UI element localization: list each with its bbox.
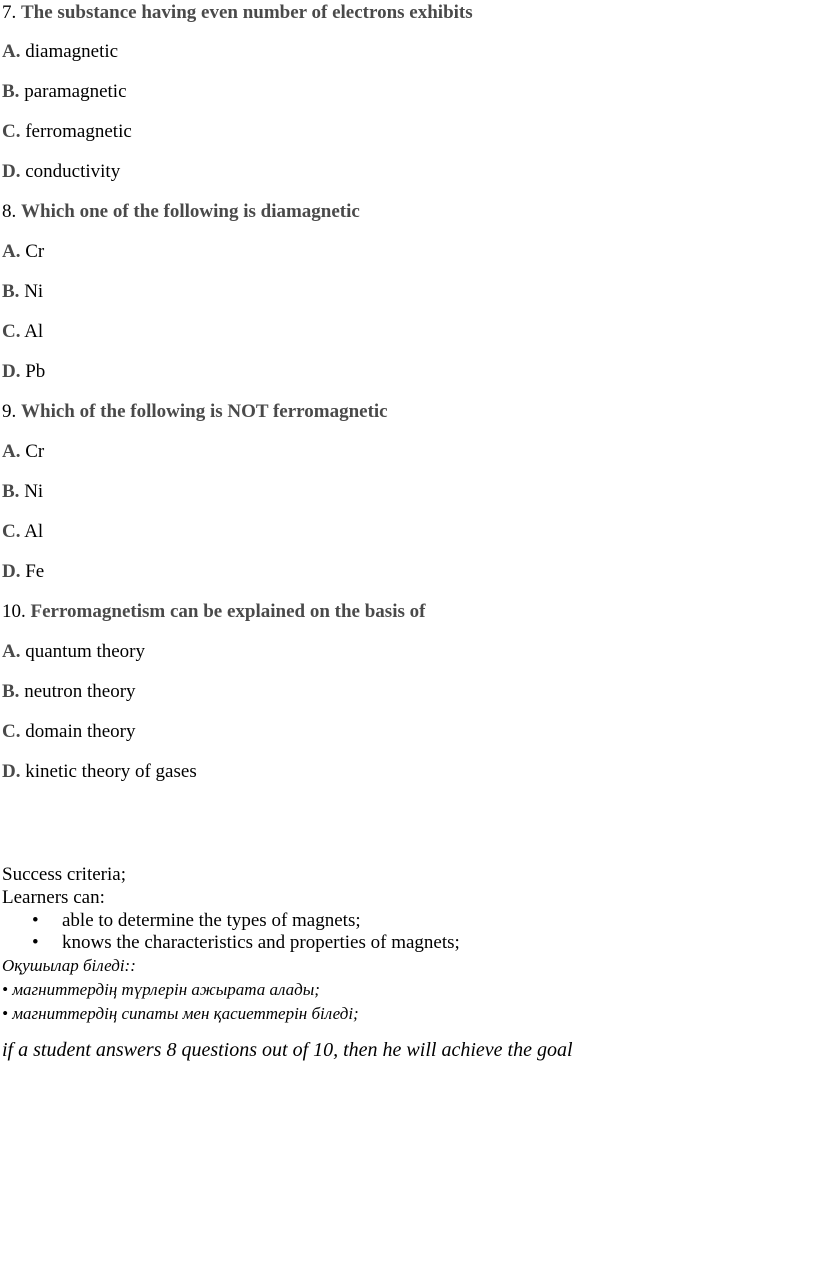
question-text: The substance having even number of electrons exhibits — [21, 2, 473, 23]
kz-item: • магниттердің сипаты мен қасиеттерін біледі; — [2, 1004, 359, 1023]
option-text: kinetic theory of gases — [25, 761, 197, 782]
bullet-text: able to determine the types of magnets; — [62, 910, 361, 931]
question-text: Which one of the following is diamagnetic — [21, 201, 360, 222]
option-10d — [2, 761, 197, 783]
option-9b — [2, 481, 43, 503]
option-letter: B. — [2, 681, 20, 702]
option-letter: D. — [2, 561, 21, 582]
question-number: 9. — [2, 401, 17, 422]
option-text: Cr — [25, 441, 45, 462]
question-10 — [2, 601, 425, 623]
option-letter: A. — [2, 41, 21, 62]
option-text: ferromagnetic — [25, 121, 132, 142]
option-7d — [2, 161, 120, 183]
option-10a — [2, 641, 145, 663]
option-9d — [2, 561, 44, 583]
option-7b — [2, 81, 127, 103]
option-10b — [2, 681, 136, 703]
option-letter: C. — [2, 721, 21, 742]
option-text: conductivity — [25, 161, 121, 182]
bullet-icon: • — [32, 910, 39, 931]
option-letter: B. — [2, 281, 20, 302]
kz-heading: Оқушылар біледі:: — [2, 956, 136, 975]
option-8b — [2, 281, 43, 303]
option-letter: B. — [2, 481, 20, 502]
option-9a — [2, 441, 44, 463]
learners-label: Learners can: — [2, 887, 105, 908]
option-8a — [2, 241, 44, 263]
option-10c — [2, 721, 136, 743]
option-text: domain theory — [25, 721, 136, 742]
question-7 — [2, 2, 473, 24]
option-text: Fe — [25, 561, 45, 582]
option-8d — [2, 361, 45, 383]
option-text: neutron theory — [24, 681, 136, 702]
option-letter: C. — [2, 521, 21, 542]
option-letter: C. — [2, 121, 21, 142]
question-8 — [2, 201, 360, 223]
option-text: Cr — [25, 241, 45, 262]
option-9c — [2, 521, 43, 543]
option-text: diamagnetic — [25, 41, 119, 62]
question-9 — [2, 401, 388, 423]
kz-item: • магниттердің түрлерін ажырата алады; — [2, 980, 320, 999]
option-text: quantum theory — [25, 641, 146, 662]
question-text: Ferromagnetism can be explained on the basis of — [30, 601, 426, 622]
option-text: Pb — [25, 361, 46, 382]
option-letter: D. — [2, 361, 21, 382]
option-letter: C. — [2, 321, 21, 342]
goal-statement: if a student answers 8 questions out of 10, then he will achieve the goal — [2, 1039, 573, 1061]
question-number: 7. — [2, 2, 17, 23]
question-number: 10. — [2, 601, 26, 622]
option-letter: A. — [2, 441, 21, 462]
option-text: Al — [24, 521, 44, 542]
option-letter: A. — [2, 641, 21, 662]
question-number: 8. — [2, 201, 17, 222]
option-letter: B. — [2, 81, 20, 102]
option-7c — [2, 121, 132, 143]
option-7a — [2, 41, 118, 63]
criteria-bullet-item — [32, 910, 361, 932]
option-letter: D. — [2, 761, 21, 782]
option-text: paramagnetic — [24, 81, 127, 102]
option-text: Al — [24, 321, 44, 342]
criteria-heading: Success criteria; — [2, 864, 126, 885]
bullet-icon: • — [32, 932, 39, 953]
option-letter: A. — [2, 241, 21, 262]
option-8c — [2, 321, 43, 343]
option-text: Ni — [24, 281, 44, 302]
bullet-text: knows the characteristics and properties of magnets; — [62, 932, 460, 953]
question-text: Which of the following is NOT ferromagnetic — [21, 401, 388, 422]
option-text: Ni — [24, 481, 44, 502]
option-letter: D. — [2, 161, 21, 182]
criteria-bullet-item — [32, 932, 460, 954]
